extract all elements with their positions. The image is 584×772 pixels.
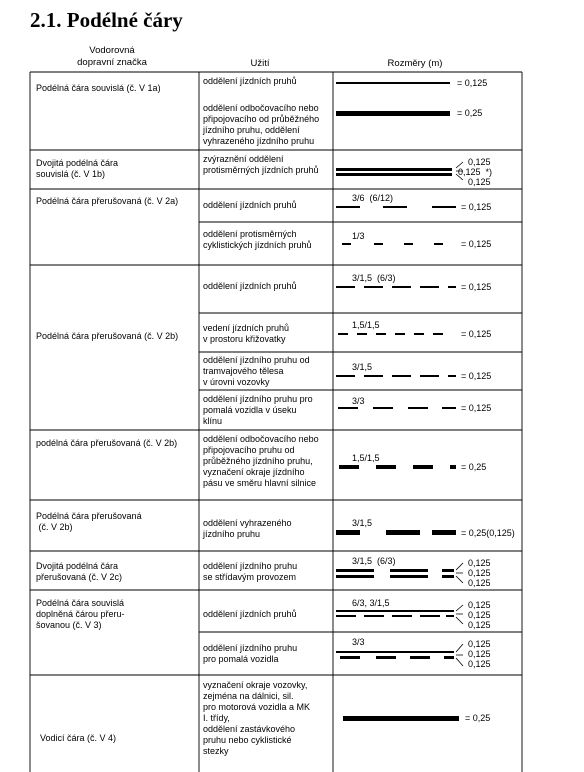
sign-v3: Podélná čára souvislá doplněná čárou přeru- šovanou (č. V 3): [36, 598, 125, 630]
dimension-value: 0,125 0,125 0,125: [468, 639, 491, 669]
header-sign: Vodorovná dopravní značka: [77, 45, 147, 68]
use-2b-6: oddělení vyhrazeného jízdního pruhu: [203, 518, 292, 539]
dimension-value: = 0,125: [461, 202, 492, 212]
dimension-value: = 0,125: [461, 371, 492, 381]
pattern-label: 1,5/1,5: [352, 453, 380, 463]
pattern-label: 6/3, 3/1,5: [352, 598, 390, 608]
sign-v1b: Dvojitá podélná čára souvislá (č. V 1b): [36, 158, 119, 179]
sign-v1a: Podélná čára souvislá (č. V 1a): [36, 83, 161, 93]
pattern-label: 3/1,5: [352, 518, 373, 528]
pattern-label: 3/6 (6/12): [352, 193, 394, 203]
dimension-value: = 0,125: [461, 403, 492, 413]
pattern-label: 3/3: [352, 396, 365, 406]
sign-v2b-1: Podélná čára přerušovaná (č. V 2b): [36, 331, 179, 341]
use-2b-3: oddělení jízdního pruhu od tramvajového tělesa v úrovni vozovky: [203, 355, 310, 387]
sign-v2a: Podélná čára přerušovaná (č. V 2a): [36, 196, 179, 206]
sign-v2b-3: Podélná čára přerušovaná (č. V 2b): [36, 511, 142, 532]
header-dimensions: Rozměry (m): [387, 58, 443, 69]
use-2c: oddělení jízdního pruhu se střídavým provozem: [203, 561, 298, 582]
sign-v2c: Dvojitá podélná čára přerušovaná (č. V 2c): [36, 561, 123, 582]
page-title: 2.1. Podélné čáry: [30, 8, 183, 32]
sign-v2b-2: podélná čára přerušovaná (č. V 2b): [36, 438, 178, 448]
use-2b-4: oddělení jízdního pruhu pro pomalá vozidla v úseku klínu: [203, 394, 313, 426]
use-4: vyznačení okraje vozovky, zejména na dálnici, sil. pro motorová vozidla a MK I. třídy, oddělení zastávkového pruhu nebo cyklistické stezky: [203, 680, 311, 756]
use-2b-2: vedení jízdních pruhů v prostoru křižovatky: [203, 323, 290, 344]
dimension-value: = 0,125: [461, 282, 492, 292]
dimension-value: 0,125 0,125 0,125: [468, 558, 491, 588]
pattern-label: 3/3: [352, 637, 365, 647]
dimension-value: = 0,125: [461, 239, 492, 249]
dimension-value: 0,125 0,125 *) 0,125: [458, 157, 493, 187]
dimension-value: = 0,25: [465, 713, 491, 723]
use-3-1: oddělení jízdních pruhů: [203, 609, 297, 619]
use-2a-1: oddělení jízdních pruhů: [203, 200, 297, 210]
use-3-2: oddělení jízdního pruhu pro pomalá vozidla: [203, 643, 298, 664]
use-2b-1: oddělení jízdních pruhů: [203, 281, 297, 291]
dimension-value: = 0,25: [461, 462, 487, 472]
pattern-label: 3/1,5: [352, 362, 373, 372]
sign-v4: Vodicí čára (č. V 4): [40, 733, 117, 743]
use-1b: zvýraznění oddělení protisměrných jízdních pruhů: [203, 154, 319, 175]
dimension-value: = 0,125: [457, 78, 488, 88]
use-1a-1: oddělení jízdních pruhů: [203, 76, 297, 86]
use-2a-2: oddělení protisměrných cyklistických jízdních pruhů: [203, 229, 312, 250]
dimension-value: = 0,25(0,125): [461, 528, 515, 538]
dimension-value: = 0,25: [457, 108, 483, 118]
use-2b-5: oddělení odbočovacího nebo připojovacího pruhu od průběžného jízdního pruhu, vyznačení okraje jízdního pásu ve směru hlavní silnice: [203, 434, 319, 488]
pattern-label: 3/1,5 (6/3): [352, 556, 396, 566]
pattern-label: 1,5/1,5: [352, 320, 380, 330]
dimension-value: = 0,125: [461, 329, 492, 339]
header-use: Užití: [250, 58, 270, 69]
use-1a-2: oddělení odbočovacího nebo připojovacího od průběžného jízdního pruhu, oddělení vyhrazeného jízdního pruhu: [203, 103, 320, 146]
dimension-value: 0,125 0,125 0,125: [468, 600, 491, 630]
pattern-label: 3/1,5 (6/3): [352, 273, 396, 283]
pattern-label: 1/3: [352, 231, 365, 241]
